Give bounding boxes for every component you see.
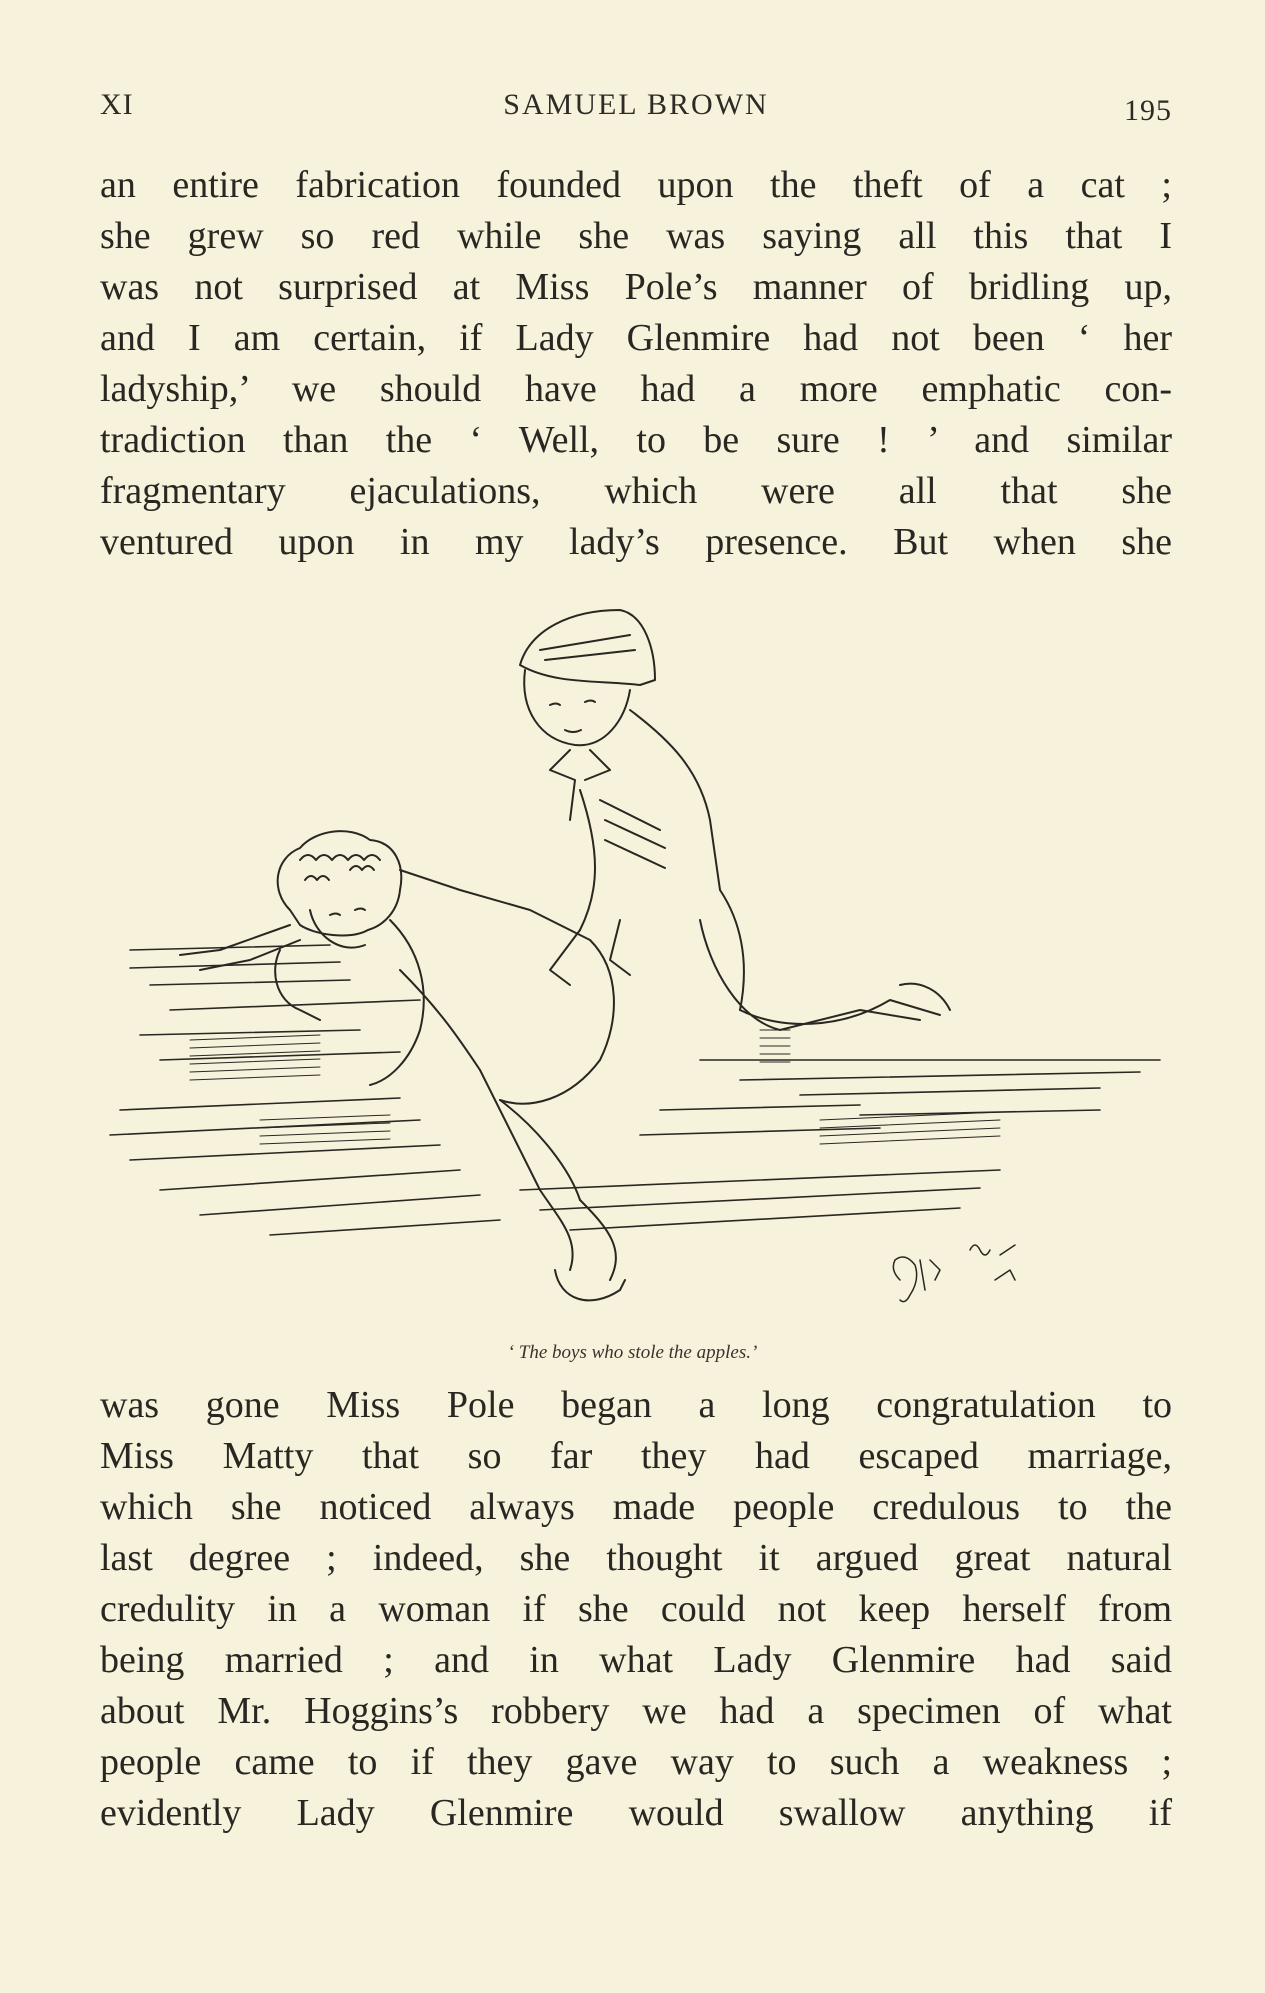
text-line: and I am certain, if Lady Glenmire had not been ‘ her xyxy=(100,317,1172,359)
illustration xyxy=(100,590,1180,1330)
chapter-number: XI xyxy=(100,88,134,121)
paragraph-bottom xyxy=(100,1380,1172,1839)
text-line: last degree ; indeed, she thought it argued great natural xyxy=(100,1537,1172,1579)
wall-dense-hatching xyxy=(190,1030,1000,1144)
text-line: an entire fabrication founded upon the theft of a cat ; xyxy=(100,164,1172,206)
text-line: was not surprised at Miss Pole’s manner of bridling up, xyxy=(100,266,1172,308)
wall-hatching xyxy=(110,945,1160,1235)
text-line: ventured upon in my lady’s presence. But when she xyxy=(100,521,1172,563)
text-line: credulity in a woman if she could not keep herself from xyxy=(100,1588,1172,1630)
boy-lying-figure xyxy=(180,831,625,1300)
text-line: being married ; and in what Lady Glenmire had said xyxy=(100,1639,1172,1681)
text-line: which she noticed always made people credulous to the xyxy=(100,1486,1172,1528)
text-line: evidently Lady Glenmire would swallow anything if xyxy=(100,1792,1172,1834)
artist-signature xyxy=(893,1245,1015,1302)
text-line: people came to if they gave way to such a weakness ; xyxy=(100,1741,1172,1783)
page-number: 195 xyxy=(1124,94,1172,127)
text-line: fragmentary ejaculations, which were all that she xyxy=(100,470,1172,512)
paragraph-top xyxy=(100,160,1172,568)
text-line: was gone Miss Pole began a long congratulation to xyxy=(100,1384,1172,1426)
text-line: ladyship,’ we should have had a more emphatic con- xyxy=(100,368,1172,410)
text-line: about Mr. Hoggins’s robbery we had a specimen of what xyxy=(100,1690,1172,1732)
text-line: Miss Matty that so far they had escaped marriage, xyxy=(100,1435,1172,1477)
text-line: tradiction than the ‘ Well, to be sure ! ’ and similar xyxy=(100,419,1172,461)
running-title: SAMUEL BROWN xyxy=(503,88,769,121)
running-header xyxy=(100,88,1172,128)
illustration-caption: ‘ The boys who stole the apples.’ xyxy=(507,1342,758,1363)
text-line: she grew so red while she was saying all this that I xyxy=(100,215,1172,257)
boy-sitting-figure xyxy=(520,610,950,1030)
